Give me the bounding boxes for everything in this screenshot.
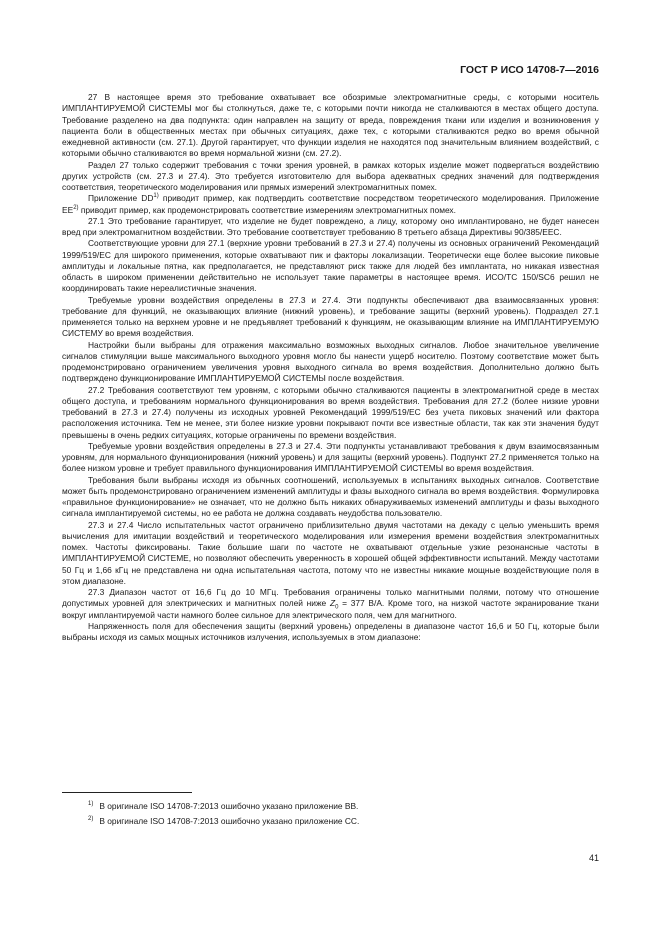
document-header: ГОСТ Р ИСО 14708-7—2016 bbox=[460, 64, 599, 76]
paragraph: 27.1 Это требование гарантирует, что изделие не будет повреждено, а лицу, которому оно имплантировано, не будет нанесен вред при электромагнитном воздействии. Это требование соответствует требованию 8 третьего абзаца Директивы 90/385/EEC. bbox=[62, 215, 599, 237]
paragraph: Раздел 27 только содержит требования с точки зрения уровней, в рамках которых изделие может подвергаться воздействию других устройств (см. 27.3 и 27.4). Это требуется изготовителю для выбора адекватных средних значений для подтверждения соответствия, теоретического моделирования или прямых измерений электромагнитных помех. bbox=[62, 159, 599, 192]
paragraph: Настройки были выбраны для отражения максимально возможных выходных сигналов. Любое значительное увеличение сигналов стимуляции выше максимального выходного уровня могло бы нанести ущерб носителю. Поэтому соответствие может быть продемонстрировано ограничением увеличения уровня выходного сигнала во время воздействия. Дополнительно должно быть подтверждено функционирование ИМПЛАНТИРУЕМОЙ СИСТЕМЫ после воздействия. bbox=[62, 339, 599, 384]
paragraph-annex-examples: Приложение DD$^{1)}$ приводит пример, как подтвердить соответствие посредством теоретического моделирования. Приложение EE$^{2)}$ приводит пример, как продемонстрировать соответствие измерениям электромагнитных помех. bbox=[62, 193, 600, 215]
footnote: $^{1)}$ В оригинале ISO 14708-7:2013 ошибочно указано приложение ВВ. bbox=[88, 801, 359, 811]
paragraph: Требуемые уровни воздействия определены в 27.3 и 27.4. Эти подпункты обеспечивают два взаимосвязанных уровня: требование для функций, не оказывающих влияние (нижний уровень), и требование защиты (верхний уровень). Подраздел 27.1 применяется только на верхнем уровне и не предъявляет требований к функциям, не оказывающим влияние на ИМПЛАНТИРУЕМУЮ СИСТЕМУ во время воздействия. bbox=[62, 294, 599, 339]
footnote-mark: 1) bbox=[88, 801, 94, 808]
paragraph: Напряженность поля для обеспечения защиты (верхний уровень) определены в диапазоне частот 16,6 и 50 Гц, которые были выбраны исходя из самых мощных источников излучения, используемых в этом диапазоне: bbox=[62, 620, 599, 642]
paragraph: Требования были выбраны исходя из обычных соотношений, используемых в испытаниях выходных сигналов. Соответствие может быть продемонстрировано ограничением изменений амплитуды и фазы выходного сигнала во время воздействия. Формулировка «правильное функционирование» не означает, что не должно быть никаких обнаруживаемых изменений амплитуды и фазы выходного сигнала имплантируемой системы, но ее работа не должна создавать неудобства пользователю. bbox=[62, 474, 599, 519]
page-number: 41 bbox=[588, 853, 599, 863]
footnote-ref: 1) bbox=[153, 193, 159, 200]
footnote: $^{2)}$ В оригинале ISO 14708-7:2013 ошибочно указано приложение СС. bbox=[88, 816, 360, 826]
paragraph: Соответствующие уровни для 27.1 (верхние уровни требований в 27.3 и 27.4) получены из основных ограничений Рекомендаций 1999/519/EC для широкого применения, которые охватывают пик и факторы локализации. Теоретически еще более высокие пиковые амплитуды и локальные пятна, как предполагается, не представляют риск также для людей без имплантата, но никакая известная область в широком применении действительно не использует такие параметры в настоящее время. ИСО/ТС 150/SC6 решил не координировать такие нереалистичные значения. bbox=[62, 238, 599, 294]
document-body bbox=[62, 92, 599, 643]
paragraph-frequency-range: 27.3 Диапазон частот от 16,6 Гц до 10 МГц. Требования ограничены только магнитными полями, потому что отношение допустимых уровней для электрических и магнитных полей ниже $Z_0 = 377$ В/А. Кроме того, на низкой частоте экранирование ткани вокруг имплантируемой части намного более сильное для электрического поля, чем для магнитного. bbox=[62, 587, 599, 620]
paragraph: 27.2 Требования соответствуют тем уровням, с которыми обычно сталкиваются пациенты в электромагнитной среде в местах общего доступа, и требованиям нормального функционирования во время воздействия. Требования для 27.2 (более низкие уровни требований в 27.3 и 27.4) получены из исходных уровней Рекомендаций 1999/519/EC без учета пиковых значений или фактора расположения источника. Тем не менее, эти более низкие уровни покрывают почти все известные области, так как эти значения будут превышены в очень редких ситуациях, которые ограничены по времени воздействия. bbox=[62, 384, 599, 440]
paragraph: 27.3 и 27.4 Число испытательных частот ограничено приблизительно двумя частотами на декаду с целью уменьшить время вычисления для имитации воздействий и теоретического моделирования или измерения времени воздействия электромагнитных помех. Частоты фиксированы. Такие большие шаги по частоте не охватывают отдельные узкие резонансные частоты в ИМПЛАНТИРУЕМОЙ СИСТЕМЕ, но позволяют обеспечить уверенность в хорошей общей эффективности испытаний. Между частотами 50 Гц и 1,66 кГц не представлена ни одна испытательная частота, потому что не известны никакие мощные воздействующие поля в этом диапазоне. bbox=[62, 519, 599, 586]
footnote-ref: 2) bbox=[73, 204, 79, 211]
footnotes bbox=[62, 792, 599, 831]
paragraph: 27 В настоящее время это требование охватывает все обозримые электромагнитные среды, с которыми носитель ИМПЛАНТИРУЕМОЙ СИСТЕМЫ мог бы столкнуться, даже те, с которыми почти никогда не сталкиваются в местах общего доступа. Требование разделено на два подпункта: один направлен на защиту от вреда, повреждения ткани или изделия и возникновения у пациента боли в общественных местах при обычных ситуациях, даже тех, с которыми сталкиваются редко во время обычной ежедневной активности (см. 27.1). Другой гарантирует, что функции изделия не находятся под значительным влиянием воздействий, с которыми обычно сталкиваются во время нормальной жизни (см. 27.2). bbox=[62, 92, 599, 159]
footnote-mark: 2) bbox=[88, 816, 94, 823]
paragraph: Требуемые уровни воздействия определены в 27.3 и 27.4. Эти подпункты устанавливают требования к двум взаимосвязанным уровням, для нормального функционирования (нижний уровень) и для защиты (верхний уровень). Подпункт 27.2 применяется только на более низком уровне и требует правильного функционирования ИМПЛАНТИРУЕМОЙ СИСТЕМЫ во время воздействия. bbox=[62, 440, 599, 474]
footnote-divider bbox=[62, 792, 192, 793]
